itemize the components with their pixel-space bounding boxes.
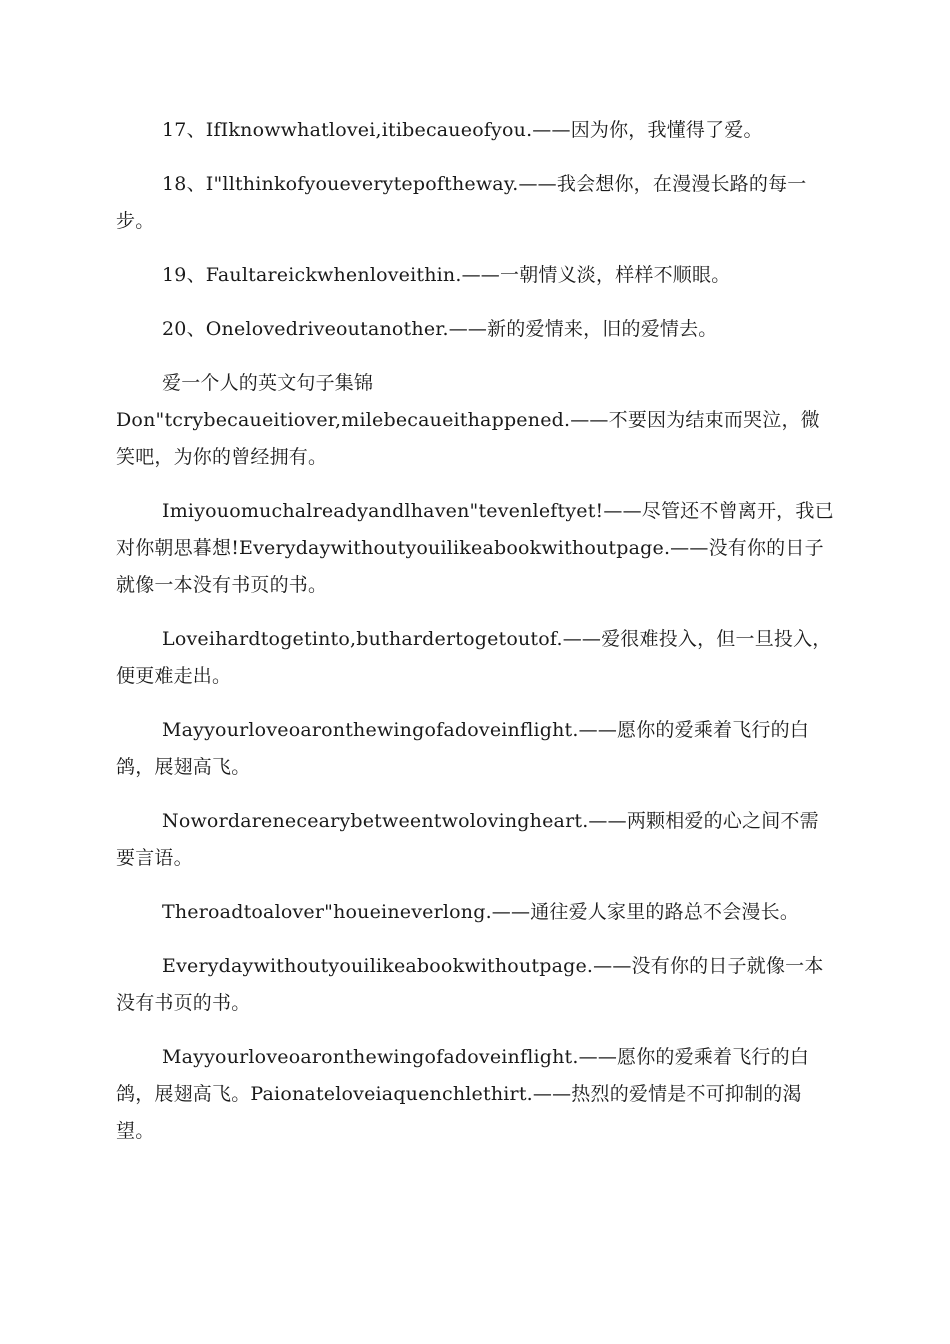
quote-dove-second: Mayyourloveoaronthewingofadoveinflight.——愿你的爱乘着飞行的白鸽，展翅高飞。Paionateloveiaquenchlethirt.——热烈的爱情是不可抑制的渴望。 (116, 1046, 810, 1142)
quote-19: 19、Faultareickwhenloveithin.——一朝情义淡，样样不顺眼。 (162, 264, 731, 286)
section-heading: 爱一个人的英文句子集锦 (162, 372, 374, 394)
quote-dont-cry: Don"tcrybecaueitiover,milebecaueithappened.——不要因为结束而哭泣，微笑吧，为你的曾经拥有。 (116, 409, 820, 468)
document-page (116, 0, 834, 1150)
quote-20: 20、Onelovedriveoutanother.——新的爱情来，旧的爱情去。 (162, 318, 718, 340)
quote-no-words: Nowordarenecearybetweentwolovingheart.——两颗相爱的心之间不需要言语。 (116, 810, 819, 869)
quote-17: 17、IfIknowwhatlovei,itibecaueofyou.——因为你，我懂得了爱。 (162, 119, 763, 141)
quote-18: 18、I"llthinkofyoueverytepoftheway.——我会想你，在漫漫长路的每一步。 (116, 173, 807, 232)
quote-love-hard: Loveihardtogetinto,buthardertogetoutof.——爱很难投入，但一旦投入，便更难走出。 (116, 628, 832, 687)
quote-book: Everydaywithoutyouilikeabookwithoutpage.——没有你的日子就像一本没有书页的书。 (116, 955, 824, 1014)
quote-road: Theroadtoalover"houeineverlong.——通往爱人家里的路总不会漫长。 (162, 901, 800, 923)
quote-miss-you: Imiyouomuchalreadyandlhaven"tevenleftyet!——尽管还不曾离开，我已对你朝思暮想!Everydaywithoutyouilikeabookwithoutpage.——没有你的日子就像一本没有书页的书。 (116, 500, 834, 596)
quote-dove-first: Mayyourloveoaronthewingofadoveinflight.——愿你的爱乘着飞行的白鸽，展翅高飞。 (116, 719, 810, 778)
